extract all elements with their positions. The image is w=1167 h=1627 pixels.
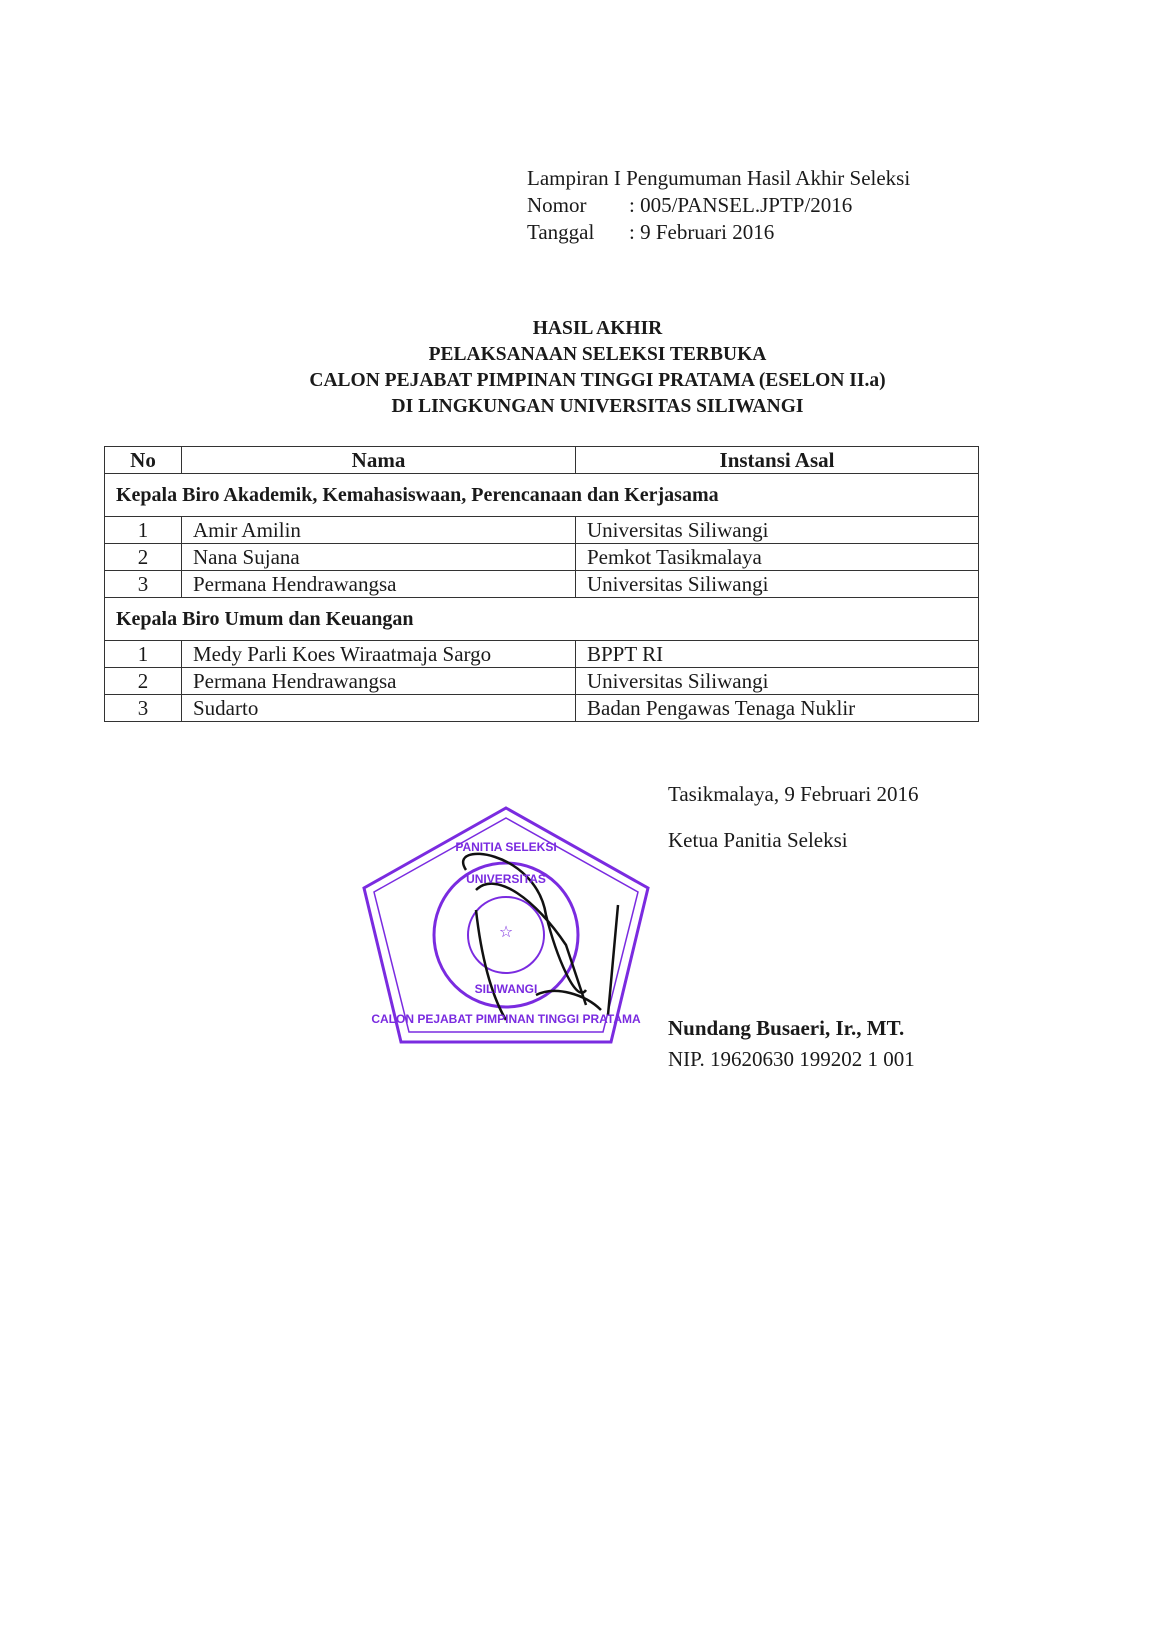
stamp-outer-text: CALON PEJABAT PIMPINAN TINGGI PRATAMA — [371, 1012, 641, 1026]
signatory-nip: NIP. 19620630 199202 1 001 — [668, 1047, 915, 1071]
committee-stamp — [356, 800, 656, 1050]
cell-instansi: Universitas Siliwangi — [576, 668, 979, 695]
table-row — [105, 571, 979, 598]
stamp-inner-top: UNIVERSITAS — [466, 872, 546, 886]
header-instansi: Instansi Asal — [576, 447, 979, 474]
cell-no: 1 — [105, 517, 182, 544]
header-nama: Nama — [182, 447, 576, 474]
section-row — [105, 474, 979, 517]
table-row — [105, 517, 979, 544]
reference-block — [527, 165, 910, 246]
signature-place-date: Tasikmalaya, 9 Februari 2016 — [668, 782, 919, 806]
header-no: No — [105, 447, 182, 474]
table-row — [105, 668, 979, 695]
cell-nama: Nana Sujana — [182, 544, 576, 571]
title-line: HASIL AKHIR — [532, 318, 663, 339]
cell-nama: Amir Amilin — [182, 517, 576, 544]
stamp-inner-bottom: SILIWANGI — [474, 982, 538, 996]
table-row — [105, 641, 979, 668]
cell-instansi: Universitas Siliwangi — [576, 571, 979, 598]
section-title: Kepala Biro Akademik, Kemahasiswaan, Perencanaan dan Kerjasama — [105, 474, 979, 517]
title-line: DI LINGKUNGAN UNIVERSITAS SILIWANGI — [391, 396, 804, 417]
cell-no: 3 — [105, 695, 182, 722]
cell-nama: Sudarto — [182, 695, 576, 722]
section-title: Kepala Biro Umum dan Keuangan — [105, 598, 979, 641]
cell-instansi: Badan Pengawas Tenaga Nuklir — [576, 695, 979, 722]
title-line: CALON PEJABAT PIMPINAN TINGGI PRATAMA (ESELON II.a) — [309, 370, 886, 391]
cell-instansi: BPPT RI — [576, 641, 979, 668]
cell-nama: Permana Hendrawangsa — [182, 571, 576, 598]
document-title — [0, 316, 1167, 420]
cell-nama: Permana Hendrawangsa — [182, 668, 576, 695]
cell-no: 2 — [105, 544, 182, 571]
signatory-name: Nundang Busaeri, Ir., MT. — [668, 1016, 905, 1040]
signature-position: Ketua Panitia Seleksi — [668, 828, 848, 852]
table-row — [105, 695, 979, 722]
number-label: Nomor — [527, 193, 587, 217]
cell-no: 1 — [105, 641, 182, 668]
number-value: : 005/PANSEL.JPTP/2016 — [629, 193, 853, 217]
date-label: Tanggal — [527, 220, 595, 244]
results-table — [104, 446, 979, 722]
reference-heading: Lampiran I Pengumuman Hasil Akhir Seleksi — [527, 166, 911, 190]
stamp-top-text: PANITIA SELEKSI — [455, 840, 557, 854]
cell-no: 3 — [105, 571, 182, 598]
cell-instansi: Universitas Siliwangi — [576, 517, 979, 544]
table-header-row — [105, 447, 979, 474]
table-row — [105, 544, 979, 571]
date-value: : 9 Februari 2016 — [629, 220, 775, 244]
section-row — [105, 598, 979, 641]
title-line: PELAKSANAAN SELEKSI TERBUKA — [428, 344, 767, 365]
star-icon: ☆ — [498, 924, 514, 941]
cell-instansi: Pemkot Tasikmalaya — [576, 544, 979, 571]
cell-nama: Medy Parli Koes Wiraatmaja Sargo — [182, 641, 576, 668]
cell-no: 2 — [105, 668, 182, 695]
